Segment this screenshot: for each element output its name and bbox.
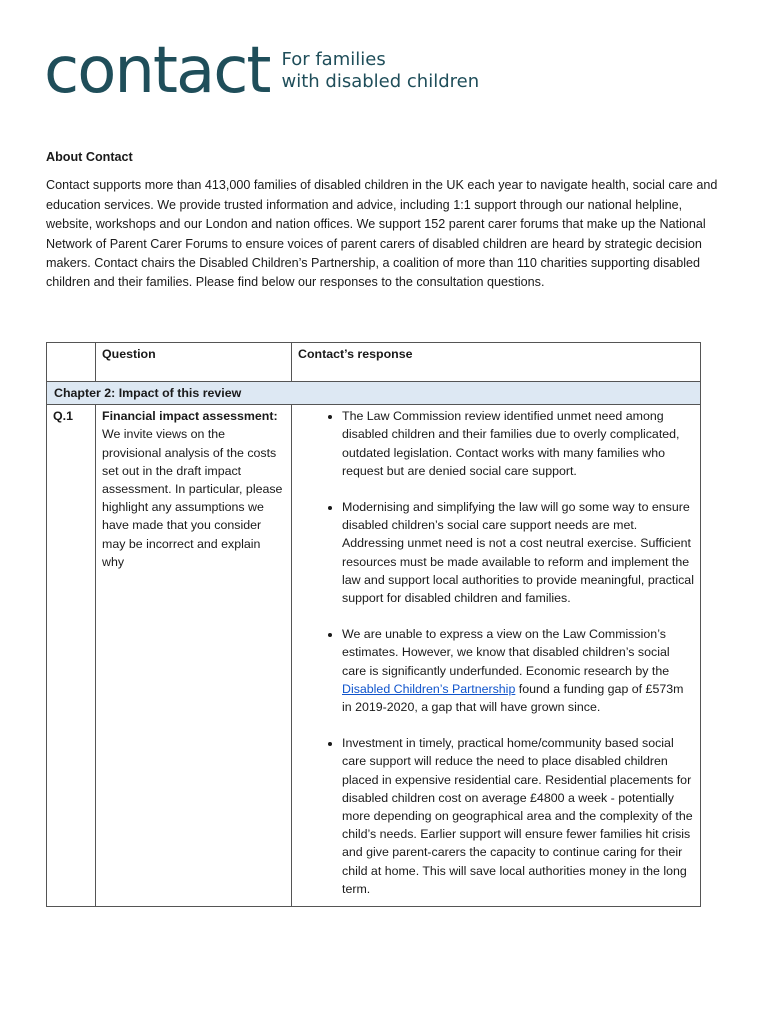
- about-heading: About Contact: [46, 150, 133, 164]
- question-title: Financial impact assessment:: [102, 409, 278, 424]
- header-response-cell: Contact’s response: [292, 343, 701, 382]
- response-bullet-1: • The Law Commission review identified unmet need among disabled children and their families due to overly complicated, outdated legislation. Contact works with many families who request but are denied social care support.: [342, 407, 694, 480]
- about-body: Contact supports more than 413,000 families of disabled children in the UK each year to navigate health, social care and education services. We provide trusted information and advice, including 1:1 support through our national helpline, website, workshops and our London and nation offices. We support 152 parent carer forums that make up the National Network of Parent Carer Forums to ensure voices of parent carers of disabled children are heard by strategic decision makers. Contact chairs the Disabled Children’s Partnership, a coalition of more than 110 charities supporting disabled children and their families. Please find below our responses to the consultation questions.: [46, 178, 718, 290]
- bullet3-text-after: found a funding gap of £573m in 2019-2020, a gap that will have grown since.: [342, 681, 684, 715]
- question-number: Q.1: [47, 405, 96, 907]
- table-header-row: [47, 343, 701, 382]
- consultation-table: [46, 342, 701, 907]
- question-body: We invite views on the provisional analysis of the costs set out in the draft impact assessment. In particular, please highlight any assumptions we have made that you consider may be incorrect and explain why: [102, 427, 283, 569]
- response-bullet-4: • Investment in timely, practical home/community based social care support will reduce the need to place disabled children placed in expensive residential care. Residential placements for disabled children cost on average £4800 a week - potentially more depending on geographical area and the complexity of the child’s needs. Earlier support will ensure fewer families hit crisis and give parent-carers the capacity to continue caring for their child at home. This will save local authorities money in the long term.: [342, 734, 694, 898]
- logo-tagline-line1: For families: [281, 49, 386, 70]
- about-section: [46, 148, 726, 293]
- header-question-cell: Question: [96, 343, 292, 382]
- chapter-row: [47, 382, 701, 405]
- response-bullet-3: [342, 625, 694, 716]
- contact-logo: [44, 36, 479, 106]
- bullet3-text-before: We are unable to express a view on the Law Commission’s estimates. However, we know that disabled children’s social care is significantly underfunded. Economic research by the: [342, 627, 670, 678]
- logo-wordmark: contact: [44, 34, 270, 108]
- chapter-title: Chapter 2: Impact of this review: [47, 382, 701, 405]
- logo-tagline-line2: with disabled children: [281, 71, 480, 92]
- logo-tagline: [282, 49, 480, 93]
- response-cell: [292, 405, 701, 907]
- question-text: [96, 405, 292, 907]
- header-number-cell: [47, 343, 96, 382]
- response-bullet-2: • Modernising and simplifying the law will go some way to ensure disabled children’s social care support needs are met. Addressing unmet need is not a cost neutral exercise. Sufficient resources must be made available to reform and implement the law and support local authorities to provide meaningful, practical support for disabled children and families.: [342, 498, 694, 607]
- table-row: [47, 405, 701, 907]
- response-list: [298, 407, 694, 898]
- disabled-childrens-partnership-link[interactable]: Disabled Children’s Partnership: [342, 681, 516, 696]
